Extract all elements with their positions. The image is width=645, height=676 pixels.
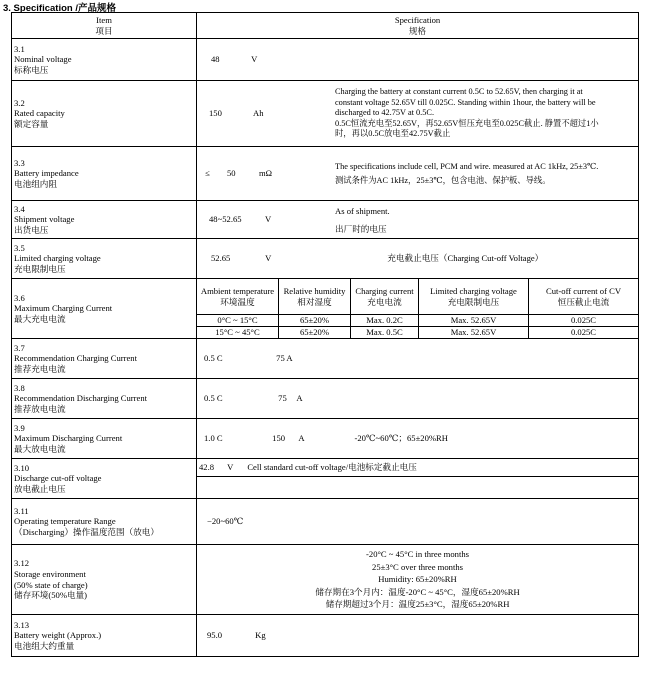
col-header-ambient-temperature — [197, 279, 279, 315]
sub-table-cell: 65±20% — [279, 327, 351, 339]
item-cell — [12, 459, 197, 499]
spec-unit: Kg — [255, 630, 266, 641]
storage-line: Humidity: 65±20%RH — [378, 574, 457, 585]
item-number: 3.12 — [14, 558, 30, 569]
item-name-en: Rated capacity — [14, 108, 65, 119]
item-name-en: Recommendation Charging Current — [14, 353, 137, 364]
item-name-en: Maximum Charging Current — [14, 303, 113, 314]
item-name-en: Recommendation Discharging Current — [14, 393, 148, 404]
item-number: 3.13 — [14, 619, 30, 630]
storage-line: -20°C ~ 45°C in three months — [366, 549, 469, 560]
spec-note — [335, 87, 610, 140]
item-number: 3.2 — [14, 97, 25, 108]
item-cell — [12, 615, 197, 657]
sub-table-cell: Max. 52.65V — [419, 327, 529, 339]
sub-table-cell: Max. 0.5C — [351, 327, 419, 339]
spec-value: 150 — [209, 108, 222, 119]
table-row — [12, 81, 639, 147]
spec-value: 1.0 C — [204, 433, 223, 444]
spec-note: Cell standard cut-off voltage/电池标定截止电压 — [247, 462, 417, 473]
item-cell — [12, 279, 197, 339]
item-number: 3.3 — [14, 157, 25, 168]
item-number: 3.1 — [14, 43, 25, 54]
item-number: 3.11 — [14, 505, 29, 516]
spec-cell — [197, 147, 639, 201]
sub-table-cell: 0.025C — [529, 327, 639, 339]
spec-cell — [197, 419, 639, 459]
sub-table-cell: Max. 52.65V — [419, 315, 529, 327]
item-header — [12, 13, 197, 39]
spec-cell — [197, 339, 639, 379]
spec-unit: A — [296, 393, 303, 404]
col-header-limited-charging-voltage — [419, 279, 529, 315]
col-header-en: Cut-off current of CV — [546, 285, 622, 296]
spec-unit: V — [227, 462, 234, 473]
table-row — [12, 39, 639, 81]
col-header-relative-humidity — [279, 279, 351, 315]
spec-value: 48 — [211, 54, 220, 65]
item-number: 3.10 — [14, 462, 30, 473]
spec-cell — [197, 615, 639, 657]
storage-line: 储存期在3个月内：温度-20°C ~ 45°C，湿度65±20%RH — [315, 586, 520, 597]
storage-line: 25±3°C over three months — [372, 561, 463, 572]
col-header-zh: 恒压截止电流 — [557, 296, 610, 307]
spec-unit: V — [265, 214, 272, 225]
table-row — [12, 201, 639, 239]
spec-unit: mΩ — [259, 168, 273, 179]
item-cell — [12, 147, 197, 201]
col-header-en: Relative humidity — [283, 285, 346, 296]
table-row — [12, 419, 639, 459]
item-cell — [12, 499, 197, 545]
table-header — [12, 13, 639, 39]
spec-value: 52.65 — [211, 253, 231, 264]
spec-note: 充电截止电压（Charging Cut-off Voltage） — [387, 253, 544, 264]
spec-header-zh: 规格 — [408, 25, 427, 36]
item-name-zh: （Discharging）操作温度范围（放电） — [14, 526, 159, 537]
col-header-zh: 环境温度 — [220, 296, 255, 307]
item-name-zh: 推荐充电电流 — [14, 363, 66, 374]
item-cell — [12, 81, 197, 147]
spec-note-en: Charging the battery at constant current 0.5C to 52.65V, then charging it at constant voltage 52.65V till 0.025C. Standing within 1hour, the battery will be discharged to 42.75V at 0.5C. — [335, 87, 596, 118]
spec-value: 95.0 — [207, 630, 223, 641]
item-number: 3.5 — [14, 242, 25, 253]
item-name-zh: 电池组大约重量 — [14, 640, 75, 651]
sub-table-cell: 15°C ~ 45°C — [197, 327, 279, 339]
spec-header — [197, 13, 639, 39]
item-name-zh: 推荐放电电流 — [14, 403, 66, 414]
sub-table-cell: 0°C ~ 15°C — [197, 315, 279, 327]
spec-condition: -20℃~60℃；65±20%RH — [354, 433, 448, 444]
item-number: 3.6 — [14, 292, 25, 303]
spec-cell — [197, 39, 639, 81]
table-row — [12, 499, 639, 545]
spec-header-en: Specification — [394, 14, 441, 25]
table-row — [12, 279, 639, 315]
item-name-en: Discharge cut-off voltage — [14, 473, 102, 484]
col-header-zh: 充电限制电压 — [447, 296, 500, 307]
item-cell — [12, 239, 197, 279]
item-name-zh: 电池组内阻 — [14, 178, 57, 189]
col-header-en: Ambient temperature — [200, 285, 275, 296]
table-row — [12, 379, 639, 419]
spec-note-zh: 测试条件为AC 1kHz，25±3℃，包含电池、保护板、导线。 — [335, 175, 551, 185]
spec-unit: Ah — [253, 108, 264, 119]
spec-cell-empty — [197, 477, 639, 499]
item-name-en: Battery impedance — [14, 168, 79, 179]
item-name-en: Storage environment — [14, 568, 86, 579]
item-header-en: Item — [96, 14, 112, 25]
item-name-en: Shipment voltage — [14, 214, 75, 225]
spec-value: −20~60℃ — [207, 516, 244, 527]
spec-value: 0.5 C — [204, 393, 223, 404]
spec-value: 42.8 — [199, 462, 215, 473]
spec-sign: ≤ — [205, 168, 210, 179]
item-name-zh: 出货电压 — [14, 224, 49, 235]
col-header-en: Limited charging voltage — [430, 285, 517, 296]
spec-note-zh: 出厂时的电压 — [335, 223, 387, 234]
item-name-en: Battery weight (Approx.) — [14, 630, 102, 641]
item-name-en: Limited charging voltage — [14, 253, 101, 264]
item-name-zh: 标称电压 — [14, 64, 49, 75]
spec-note — [335, 204, 595, 236]
spec-cell — [197, 499, 639, 545]
spec-cell — [197, 239, 639, 279]
col-header-zh: 相对湿度 — [297, 296, 332, 307]
spec-current: 75 — [278, 393, 287, 404]
spec-cell — [197, 81, 639, 147]
col-header-en: Charging current — [355, 285, 414, 296]
item-name-en-sub: (50% state of charge) — [14, 579, 88, 590]
item-name-en: Maximum Discharging Current — [14, 433, 123, 444]
item-name-zh: 储存环境(50%电量) — [14, 590, 88, 601]
spec-cell — [197, 459, 639, 477]
col-header-cutoff-current — [529, 279, 639, 315]
storage-line: 储存期超过3个月：温度25±3°C，湿度65±20%RH — [325, 599, 510, 610]
table-row — [12, 545, 639, 615]
item-header-zh: 项目 — [95, 25, 113, 36]
item-name-zh: 最大放电电流 — [14, 443, 66, 454]
item-cell — [12, 545, 197, 615]
item-name-zh: 充电限制电压 — [14, 263, 66, 274]
item-name-zh: 最大充电电流 — [14, 313, 66, 324]
item-cell — [12, 419, 197, 459]
table-row — [12, 459, 639, 477]
spec-cell — [197, 201, 639, 239]
spec-cell — [197, 379, 639, 419]
col-header-zh: 充电电流 — [367, 296, 402, 307]
spec-note-en: The specifications include cell, PCM and wire. measured at AC 1kHz, 25±3℃. — [335, 161, 599, 171]
section-heading: 3. Specification /产品规格 — [3, 3, 116, 14]
item-name-zh: 额定容量 — [14, 118, 49, 129]
sub-table-cell: 65±20% — [279, 315, 351, 327]
spec-note-zh: 0.5C恒流充电至52.65V，再52.65V恒压充电至0.025C截止. 静置不超过1小时，再以0.5C放电至42.75V截止 — [335, 118, 599, 139]
item-cell — [12, 379, 197, 419]
specification-table — [11, 12, 639, 657]
col-header-charging-current — [351, 279, 419, 315]
spec-cell — [197, 545, 639, 615]
spec-value: 0.5 C — [204, 353, 223, 364]
item-name-en: Nominal voltage — [14, 54, 72, 65]
item-number: 3.4 — [14, 203, 25, 214]
spec-value: 48~52.65 — [209, 214, 242, 225]
table-row — [12, 239, 639, 279]
item-number: 3.7 — [14, 342, 25, 353]
table-row — [12, 339, 639, 379]
item-number: 3.8 — [14, 382, 25, 393]
table-row — [12, 147, 639, 201]
item-name-en: Operating temperature Range — [14, 516, 116, 527]
spec-current: 150 — [272, 433, 286, 444]
item-number: 3.9 — [14, 422, 25, 433]
spec-unit: V — [251, 54, 258, 65]
item-cell — [12, 39, 197, 81]
spec-current: 75 A — [276, 353, 293, 364]
item-cell — [12, 201, 197, 239]
item-cell — [12, 339, 197, 379]
spec-note — [335, 161, 610, 187]
table-row — [12, 615, 639, 657]
sub-table-cell: Max. 0.2C — [351, 315, 419, 327]
spec-unit: V — [265, 253, 272, 264]
item-name-zh: 放电截止电压 — [14, 483, 66, 494]
spec-value: 50 — [227, 168, 236, 179]
spec-note-en: As of shipment. — [335, 205, 390, 216]
spec-unit: A — [298, 433, 305, 444]
sub-table-cell: 0.025C — [529, 315, 639, 327]
